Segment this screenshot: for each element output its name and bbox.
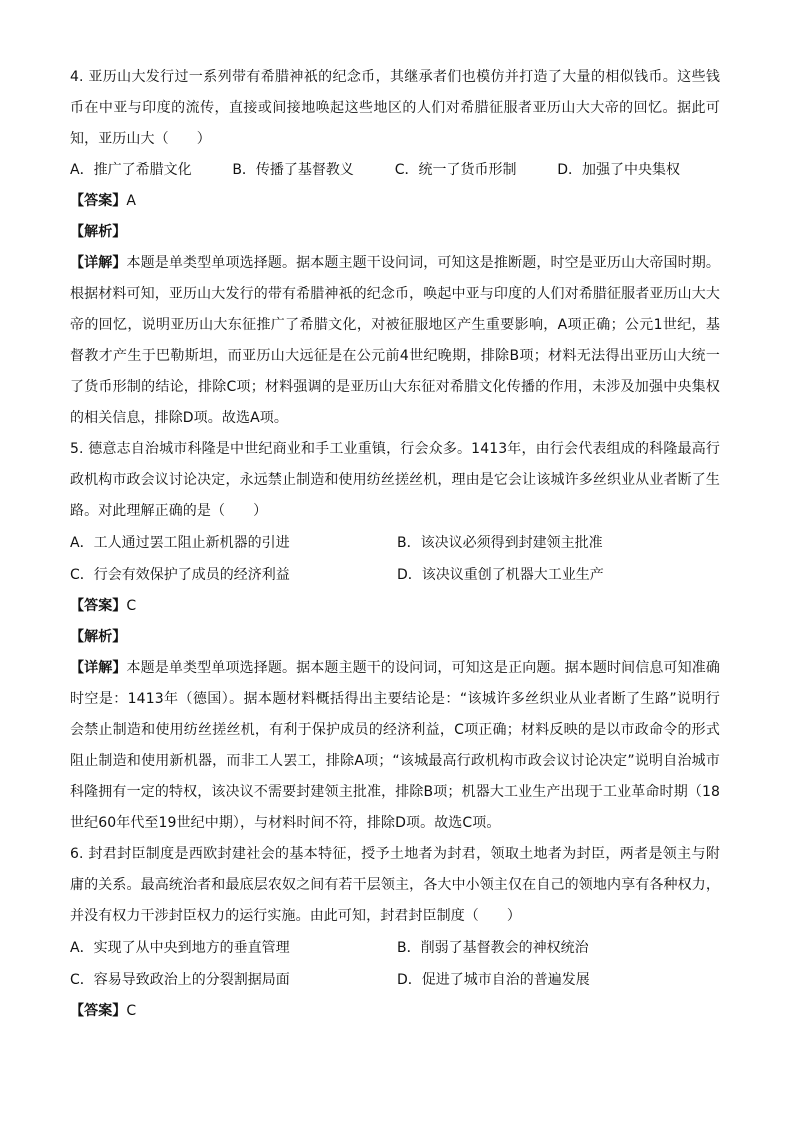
question-6-stem-text: 6. 封君封臣制度是西欧封建社会的基本特征，授予土地者为封君，领取土地者为封臣，两者是领主与附庸的关系。最高统治者和最底层农奴之间有若干层领主，各大中小领主仅在自己的领地内享有各种权力，并没有权力干涉封臣权力的运行实施。由此可知，封君封臣制度（ (70, 846, 720, 924)
detail-text: 本题是单类型单项选择题。据本题主题干设问词，可知这是推断题，时空是亚历山大帝国时期。根据材料可知，亚历山大发行的带有希腊神祇的纪念币，唤起中亚与印度的人们对希腊征服者亚历山大大帝的回忆，说明亚历山大东征推广了希腊文化，对被征服地区产生重要影响，A项正确；公元1世纪，基督教才产生于巴勒斯坦，而亚历山大远征是在公元前4世纪晚期，排除B项；材料无法得出亚历山大统一了货币形制的结论，排除C项；材料强调的是亚历山大东征对希腊文化传播的作用，未涉及加强中央集权的相关信息，排除D项。故选A项。 (70, 255, 720, 426)
question-5-detail (70, 653, 720, 839)
answer-value: C (126, 1003, 137, 1019)
question-5-option-d: D．该决议重创了机器大工业生产 (397, 567, 604, 583)
question-6-stem (70, 839, 720, 932)
question-4-stem (70, 62, 720, 155)
answer-value: A (126, 193, 137, 209)
question-4-option-d: D．加强了中央集权 (557, 162, 680, 178)
question-4-option-a: A．推广了希腊文化 (70, 162, 192, 178)
answer-tag: 【答案】 (70, 1003, 127, 1019)
question-4-answer (70, 186, 720, 217)
question-4-option-c: C．统一了货币形制 (394, 162, 517, 178)
question-4-analysis (70, 217, 720, 248)
question-4-stem-close: ） (196, 131, 211, 147)
question-4-detail (70, 248, 720, 434)
answer-value: C (126, 598, 137, 614)
question-5-stem (70, 434, 720, 527)
question-5-option-b: B．该决议必须得到封建领主批准 (397, 535, 603, 551)
detail-text: 本题是单类型单项选择题。据本题主题干的设问词，可知这是正向题。据本题时间信息可知准确时空是：1413年（德国）。据本题材料概括得出主要结论是：“该城许多丝织业从业者断了生路”说明行会禁止制造和使用纺丝搓丝机，有利于保护成员的经济利益，C项正确；材料反映的是以市政命令的形式阻止制造和使用新机器，而非工人罢工，排除A项；“该城最高行政机构市政会议讨论决定”说明自治城市科隆拥有一定的特权，该决议不需要封建领主批准，排除B项；机器大工业生产出现于工业革命时期（18世纪60年代至19世纪中期），与材料时间不符，排除D项。故选C项。 (70, 660, 720, 831)
answer-tag: 【答案】 (70, 598, 127, 614)
analysis-tag: 【解析】 (70, 224, 127, 240)
analysis-tag: 【解析】 (70, 629, 127, 645)
question-4-option-b: B．传播了基督教义 (232, 162, 354, 178)
question-6-options (70, 932, 720, 996)
question-4-options (70, 155, 720, 186)
question-6-stem-close: ） (506, 908, 522, 924)
question-4-stem-text: 4. 亚历山大发行过一系列带有希腊神祇的纪念币，其继承者们也模仿并打造了大量的相似钱币。这些钱币在中亚与印度的流传，直接或间接地唤起这些地区的人们对希腊征服者亚历山大大帝的回忆。据此可知，亚历山大（ (70, 69, 720, 147)
question-6-option-a: A．实现了从中央到地方的垂直管理 (70, 940, 290, 956)
question-5-answer (70, 591, 720, 622)
question-6-option-c: C．容易导致政治上的分裂割据局面 (70, 972, 290, 988)
document-page (70, 62, 720, 1027)
question-5-stem-close: ） (253, 503, 268, 519)
question-5-analysis (70, 622, 720, 653)
question-6-option-b: B．削弱了基督教会的神权统治 (397, 940, 589, 956)
question-6-answer (70, 996, 720, 1027)
question-5-option-a: A．工人通过罢工阻止新机器的引进 (70, 535, 290, 551)
detail-tag: 【详解】 (70, 660, 127, 676)
question-5-stem-text: 5. 德意志自治城市科隆是中世纪商业和手工业重镇，行会众多。1413年，由行会代表组成的科隆最高行政机构市政会议讨论决定，永远禁止制造和使用纺丝搓丝机，理由是它会让该城许多丝织业从业者断了生路。对此理解正确的是（ (70, 441, 720, 519)
detail-tag: 【详解】 (70, 255, 127, 271)
question-5-options (70, 527, 720, 591)
answer-tag: 【答案】 (70, 193, 127, 209)
question-6-option-d: D．促进了城市自治的普遍发展 (397, 972, 590, 988)
question-5-option-c: C．行会有效保护了成员的经济利益 (70, 567, 290, 583)
